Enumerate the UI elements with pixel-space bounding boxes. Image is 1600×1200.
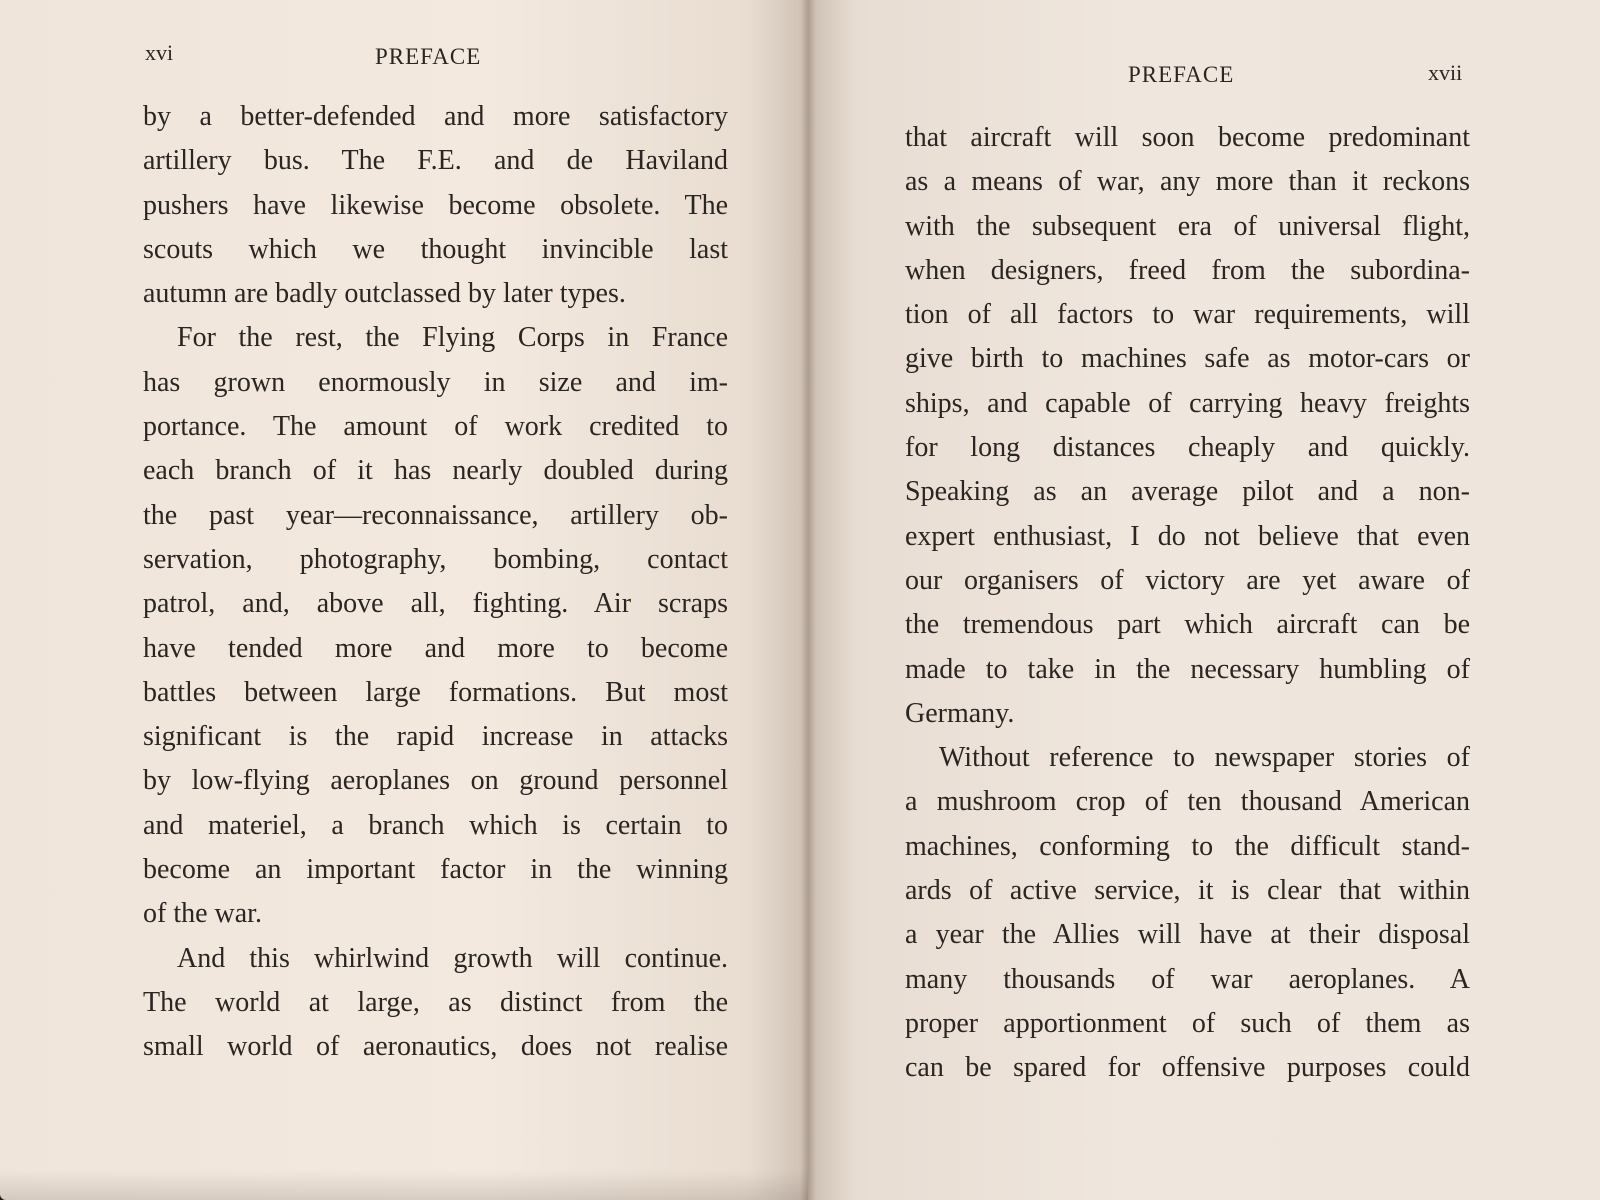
right-page xyxy=(808,0,1600,1200)
text-line: have tended more and more to become xyxy=(143,632,728,664)
text-line: ards of active service, it is clear that within xyxy=(905,875,1470,907)
text-line: artillery bus. The F.E. and de Haviland xyxy=(143,145,728,177)
left-running-head: PREFACE xyxy=(375,44,482,69)
text-line: has grown enormously in size and im- xyxy=(143,366,728,398)
right-page-body xyxy=(905,116,1470,1091)
text-line: And this whirlwind growth will continue. xyxy=(177,942,728,974)
text-line: The world at large, as distinct from the xyxy=(143,986,728,1018)
text-line: For the rest, the Flying Corps in France xyxy=(177,322,728,354)
text-line: by a better-defended and more satisfactory xyxy=(143,101,728,132)
text-line: machines, conforming to the difficult stand- xyxy=(905,830,1470,862)
text-line: our organisers of victory are yet aware of xyxy=(905,564,1470,596)
text-line: patrol, and, above all, fighting. Air scraps xyxy=(143,588,728,620)
text-line: and materiel, a branch which is certain to xyxy=(143,809,728,841)
text-line: give birth to machines safe as motor-cars or xyxy=(905,343,1470,375)
text-line: Germany. xyxy=(905,697,1015,729)
left-page-body xyxy=(143,95,728,1070)
text-line: when designers, freed from the subordina- xyxy=(905,254,1470,286)
text-line: a mushroom crop of ten thousand American xyxy=(905,786,1470,818)
text-line: a year the Allies will have at their disposal xyxy=(905,919,1470,951)
text-line: small world of aeronautics, does not realise xyxy=(143,1031,728,1063)
left-page-number: xvi xyxy=(145,40,174,65)
text-line: expert enthusiast, I do not believe that even xyxy=(905,520,1470,552)
text-line: ships, and capable of carrying heavy freights xyxy=(905,387,1470,419)
text-line: scouts which we thought invincible last xyxy=(143,233,728,265)
text-line: many thousands of war aeroplanes. A xyxy=(905,963,1470,995)
text-line: by low-flying aeroplanes on ground personnel xyxy=(143,765,728,797)
left-page-edge-shadow xyxy=(0,1170,812,1200)
text-line: battles between large formations. But most xyxy=(143,676,728,708)
text-line: autumn are badly outclassed by later types. xyxy=(143,278,626,310)
right-running-head: PREFACE xyxy=(1128,62,1235,87)
text-line: become an important factor in the winning xyxy=(143,854,728,886)
text-line: Speaking as an average pilot and a non- xyxy=(905,476,1470,508)
text-line: the past year—reconnaissance, artillery ob- xyxy=(143,499,728,531)
text-line: each branch of it has nearly doubled during xyxy=(143,455,728,487)
text-line: with the subsequent era of universal flight, xyxy=(905,210,1470,242)
text-line: that aircraft will soon become predominant xyxy=(905,122,1470,153)
text-line: servation, photography, bombing, contact xyxy=(143,543,728,575)
text-line: tion of all factors to war requirements, will xyxy=(905,299,1470,331)
text-line: Without reference to newspaper stories of xyxy=(939,742,1470,774)
text-line: the tremendous part which aircraft can be xyxy=(905,609,1470,641)
text-line: pushers have likewise become obsolete. The xyxy=(143,189,728,221)
text-line: for long distances cheaply and quickly. xyxy=(905,432,1470,464)
text-line: can be spared for offensive purposes could xyxy=(905,1052,1470,1084)
text-line: as a means of war, any more than it reckons xyxy=(905,166,1470,198)
right-page-number: xvii xyxy=(1428,60,1463,85)
text-line: made to take in the necessary humbling of xyxy=(905,653,1470,685)
text-line: of the war. xyxy=(143,898,262,930)
text-line: proper apportionment of such of them as xyxy=(905,1007,1470,1039)
text-line: portance. The amount of work credited to xyxy=(143,411,728,443)
book-gutter xyxy=(800,0,816,1200)
text-line: significant is the rapid increase in attacks xyxy=(143,721,728,753)
